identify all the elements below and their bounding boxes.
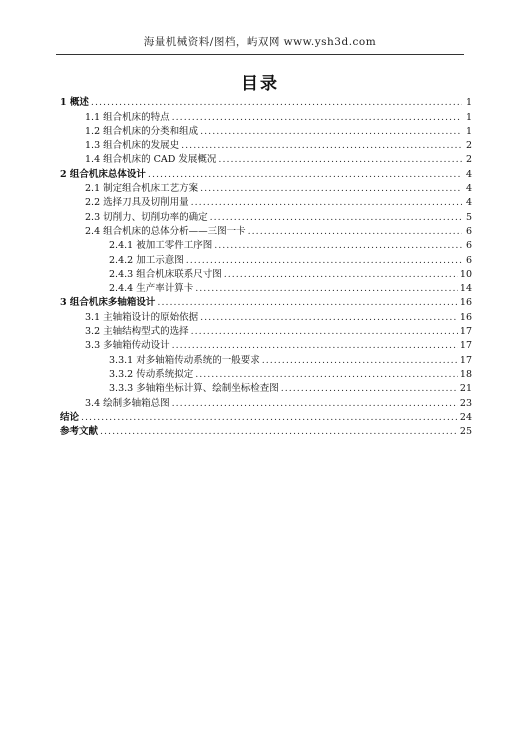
toc-entry-label: 参考文献 <box>60 426 99 438</box>
toc-entry[interactable] <box>60 411 472 425</box>
toc-entry-page-number: 17 <box>459 354 472 366</box>
toc-leader-dots <box>157 296 457 310</box>
toc-entry-label: 3.4 绘制多轴箱总图 <box>85 397 170 409</box>
toc-leader-dots <box>224 268 458 282</box>
toc-leader-dots <box>81 411 458 425</box>
toc-entry-page-number: 4 <box>465 183 472 195</box>
toc-entry[interactable] <box>60 339 472 353</box>
toc-entry[interactable] <box>60 153 472 167</box>
toc-entry[interactable] <box>60 325 472 339</box>
toc-entry-label: 2 组合机床总体设计 <box>60 168 146 180</box>
toc-entry[interactable] <box>60 225 472 239</box>
page-header: 海量机械资料/图档，屿双网 www.ysh3d.com <box>143 36 377 48</box>
toc-entry-label: 3.3.1 对多轴箱传动系统的一般要求 <box>109 354 260 366</box>
toc-entry-label: 1.2 组合机床的分类和组成 <box>85 125 199 137</box>
toc-entry-label: 3.3.3 多轴箱坐标计算、绘制坐标检查图 <box>109 383 279 395</box>
header-divider <box>56 54 464 55</box>
toc-entry[interactable] <box>60 282 472 296</box>
toc-entry-label: 2.4.3 组合机床联系尺寸图 <box>109 268 222 280</box>
toc-entry-label: 2.4.4 生产率计算卡 <box>109 283 194 295</box>
toc-entry-label: 2.4.1 被加工零件工序图 <box>109 240 213 252</box>
toc-entry-label: 3.3.2 传动系统拟定 <box>109 368 194 380</box>
toc-entry-page-number: 10 <box>459 268 472 280</box>
toc-leader-dots <box>200 311 458 325</box>
toc-entry-label: 3.2 主轴结构型式的选择 <box>85 326 189 338</box>
toc-entry[interactable] <box>60 268 472 282</box>
toc-entry-label: 3.1 主轴箱设计的原始依据 <box>85 311 199 323</box>
toc-entry-page-number: 1 <box>465 125 472 137</box>
toc-leader-dots <box>148 168 462 182</box>
toc-entry[interactable] <box>60 368 472 382</box>
toc-entry-page-number: 25 <box>459 426 472 438</box>
toc-entry[interactable] <box>60 382 472 396</box>
toc-entry[interactable] <box>60 110 472 124</box>
toc-entry-label: 1.1 组合机床的特点 <box>85 111 170 123</box>
toc-entry-label: 3.3 多轴箱传动设计 <box>85 340 170 352</box>
toc-entry-page-number: 24 <box>459 411 472 423</box>
toc-leader-dots <box>195 368 458 382</box>
toc-entry-page-number: 17 <box>459 326 472 338</box>
toc-entry-label: 2.4.2 加工示意图 <box>109 254 184 266</box>
toc-entry-page-number: 2 <box>465 140 472 152</box>
toc-entry[interactable] <box>60 296 472 310</box>
toc-entry-page-number: 18 <box>459 368 472 380</box>
page-title: 目录 <box>241 74 279 94</box>
toc-leader-dots <box>172 339 458 353</box>
toc-entry-label: 3 组合机床多轴箱设计 <box>60 297 156 309</box>
toc-leader-dots <box>281 382 458 396</box>
toc-entry[interactable] <box>60 396 472 410</box>
table-of-contents <box>60 96 472 439</box>
toc-entry-label: 1.3 组合机床的发展史 <box>85 140 180 152</box>
toc-entry-label: 1.4 组合机床的 CAD 发展概况 <box>85 154 217 166</box>
toc-leader-dots <box>181 139 462 153</box>
toc-leader-dots <box>210 211 462 225</box>
toc-entry-page-number: 23 <box>459 397 472 409</box>
toc-leader-dots <box>262 354 458 368</box>
toc-entry-page-number: 21 <box>459 383 472 395</box>
toc-entry[interactable] <box>60 353 472 367</box>
toc-entry[interactable] <box>60 167 472 181</box>
toc-leader-dots <box>195 282 458 296</box>
toc-entry-page-number: 5 <box>465 211 472 223</box>
toc-entry-page-number: 16 <box>459 311 472 323</box>
toc-entry-label: 2.1 制定组合机床工艺方案 <box>85 183 199 195</box>
toc-leader-dots <box>186 254 462 268</box>
toc-leader-dots <box>100 425 458 439</box>
toc-entry[interactable] <box>60 425 472 439</box>
toc-entry-page-number: 1 <box>465 111 472 123</box>
toc-leader-dots <box>191 196 462 210</box>
toc-entry-label: 2.4 组合机床的总体分析——三图一卡 <box>85 225 246 237</box>
toc-entry[interactable] <box>60 310 472 324</box>
toc-leader-dots <box>172 397 458 411</box>
toc-leader-dots <box>214 239 462 253</box>
toc-entry-page-number: 17 <box>459 340 472 352</box>
toc-leader-dots <box>191 325 458 339</box>
toc-entry-label: 结论 <box>60 411 80 423</box>
toc-entry-page-number: 4 <box>465 197 472 209</box>
toc-entry[interactable] <box>60 210 472 224</box>
toc-entry[interactable] <box>60 253 472 267</box>
toc-entry-page-number: 6 <box>465 240 472 252</box>
toc-leader-dots <box>200 125 462 139</box>
toc-leader-dots <box>200 182 462 196</box>
toc-entry-page-number: 2 <box>465 154 472 166</box>
toc-entry-page-number: 16 <box>459 297 472 309</box>
toc-entry-label: 2.2 选择刀具及切削用量 <box>85 197 189 209</box>
toc-entry-page-number: 6 <box>465 254 472 266</box>
toc-entry-page-number: 1 <box>465 97 472 109</box>
toc-entry[interactable] <box>60 96 472 110</box>
toc-leader-dots <box>172 111 462 125</box>
toc-leader-dots <box>91 96 462 110</box>
toc-entry-label: 1 概述 <box>60 97 89 109</box>
toc-entry-label: 2.3 切削力、切削功率的确定 <box>85 211 208 223</box>
toc-entry-page-number: 14 <box>459 283 472 295</box>
toc-entry[interactable] <box>60 239 472 253</box>
toc-entry-page-number: 4 <box>465 168 472 180</box>
toc-entry[interactable] <box>60 196 472 210</box>
toc-leader-dots <box>248 225 462 239</box>
toc-entry[interactable] <box>60 139 472 153</box>
toc-entry[interactable] <box>60 125 472 139</box>
toc-leader-dots <box>218 153 462 167</box>
toc-entry[interactable] <box>60 182 472 196</box>
toc-entry-page-number: 6 <box>465 225 472 237</box>
